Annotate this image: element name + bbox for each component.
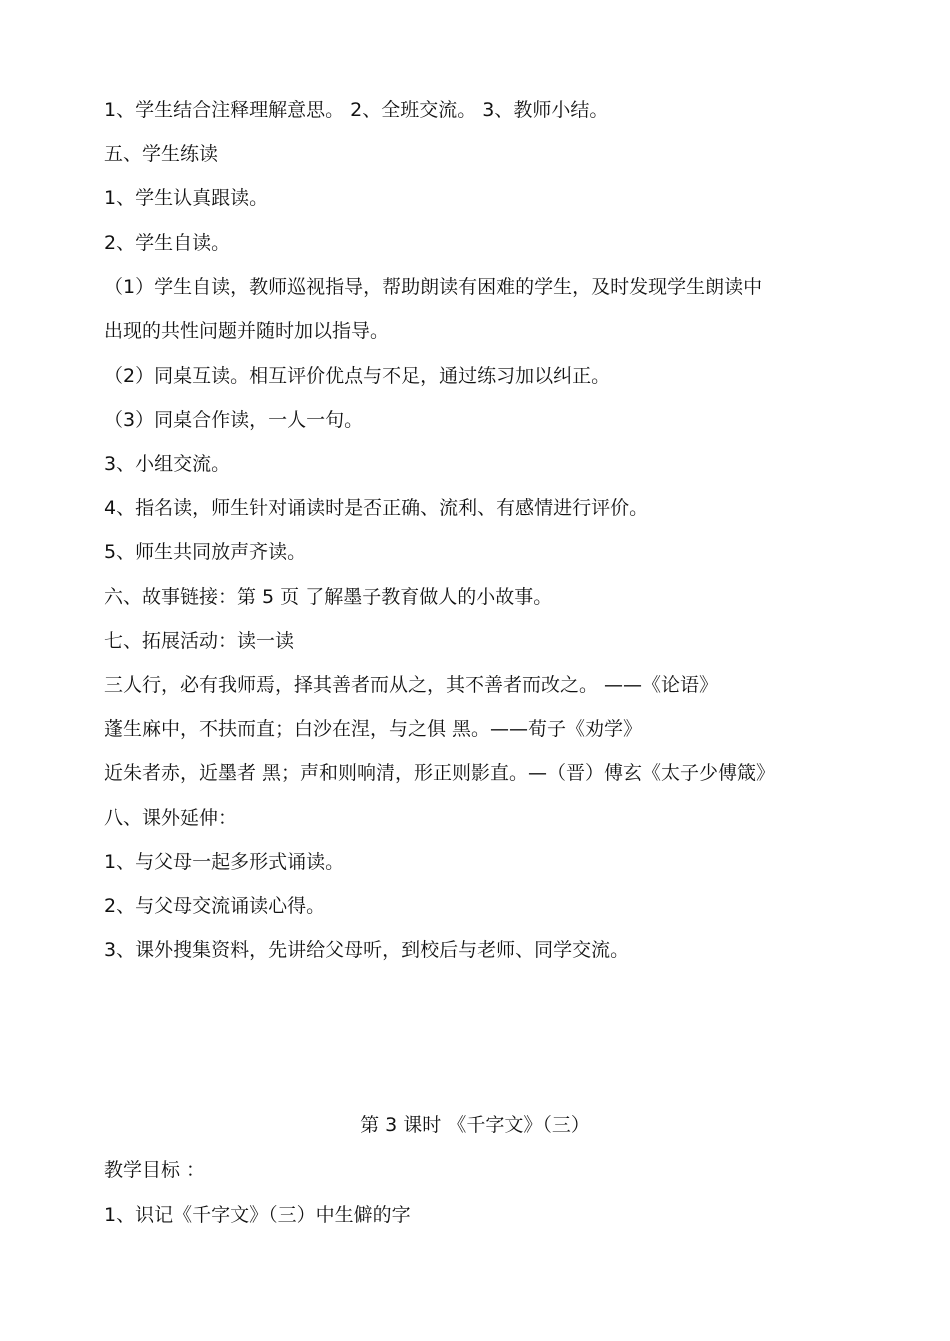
text-line: 4、指名读，师生针对诵读时是否正确、流利、有感情进行评价。 [104, 497, 649, 519]
text-line: 2、学生自读。 [104, 232, 231, 254]
text-line: （1）学生自读，教师巡视指导，帮助朗读有困难的学生，及时发现学生朗读中 [104, 276, 763, 298]
text-line: 1、学生认真跟读。 [104, 187, 269, 209]
text-line: 八、课外延伸： [104, 807, 238, 829]
text-line: 5、师生共同放声齐读。 [104, 541, 307, 563]
text-line: 2、与父母交流诵读心得。 [104, 895, 326, 917]
text-line: 3、小组交流。 [104, 453, 231, 475]
text-line: 教学目标 ： [104, 1159, 206, 1181]
text-line: （2）同桌互读。相互评价优点与不足，通过练习加以纠正。 [104, 365, 611, 387]
text-line: 三人行，必有我师焉，择其善者而从之，其不善者而改之。 ——《论语》 [104, 674, 719, 696]
text-line: 蓬生麻中，不扶而直；白沙在涅，与之俱 黑。——荀子《劝学》 [104, 718, 643, 740]
text-line: 3、课外搜集资料，先讲给父母听，到校后与老师、同学交流。 [104, 939, 630, 961]
text-line: 1、与父母一起多形式诵读。 [104, 851, 345, 873]
text-line: （3）同桌合作读，一人一句。 [104, 409, 364, 431]
text-line: 五、学生练读 [104, 143, 219, 165]
text-line: 1、学生结合注释理解意思。 2、全班交流。 3、教师小结。 [104, 99, 609, 121]
text-line: 出现的共性问题并随时加以指导。 [104, 320, 390, 342]
text-line: 六、故事链接：第 5 页 了解墨子教育做人的小故事。 [104, 586, 553, 608]
text-line: 七、拓展活动：读一读 [104, 630, 295, 652]
text-line: 1、识记《千字文》（三）中生僻的字 [104, 1204, 411, 1226]
text-line: 近朱者赤，近墨者 黑；声和则响清，形正则影直。—（晋）傅玄《太子少傅箴》 [104, 762, 776, 784]
section-title: 第 3 课时 《千字文》（三） [360, 1114, 590, 1136]
